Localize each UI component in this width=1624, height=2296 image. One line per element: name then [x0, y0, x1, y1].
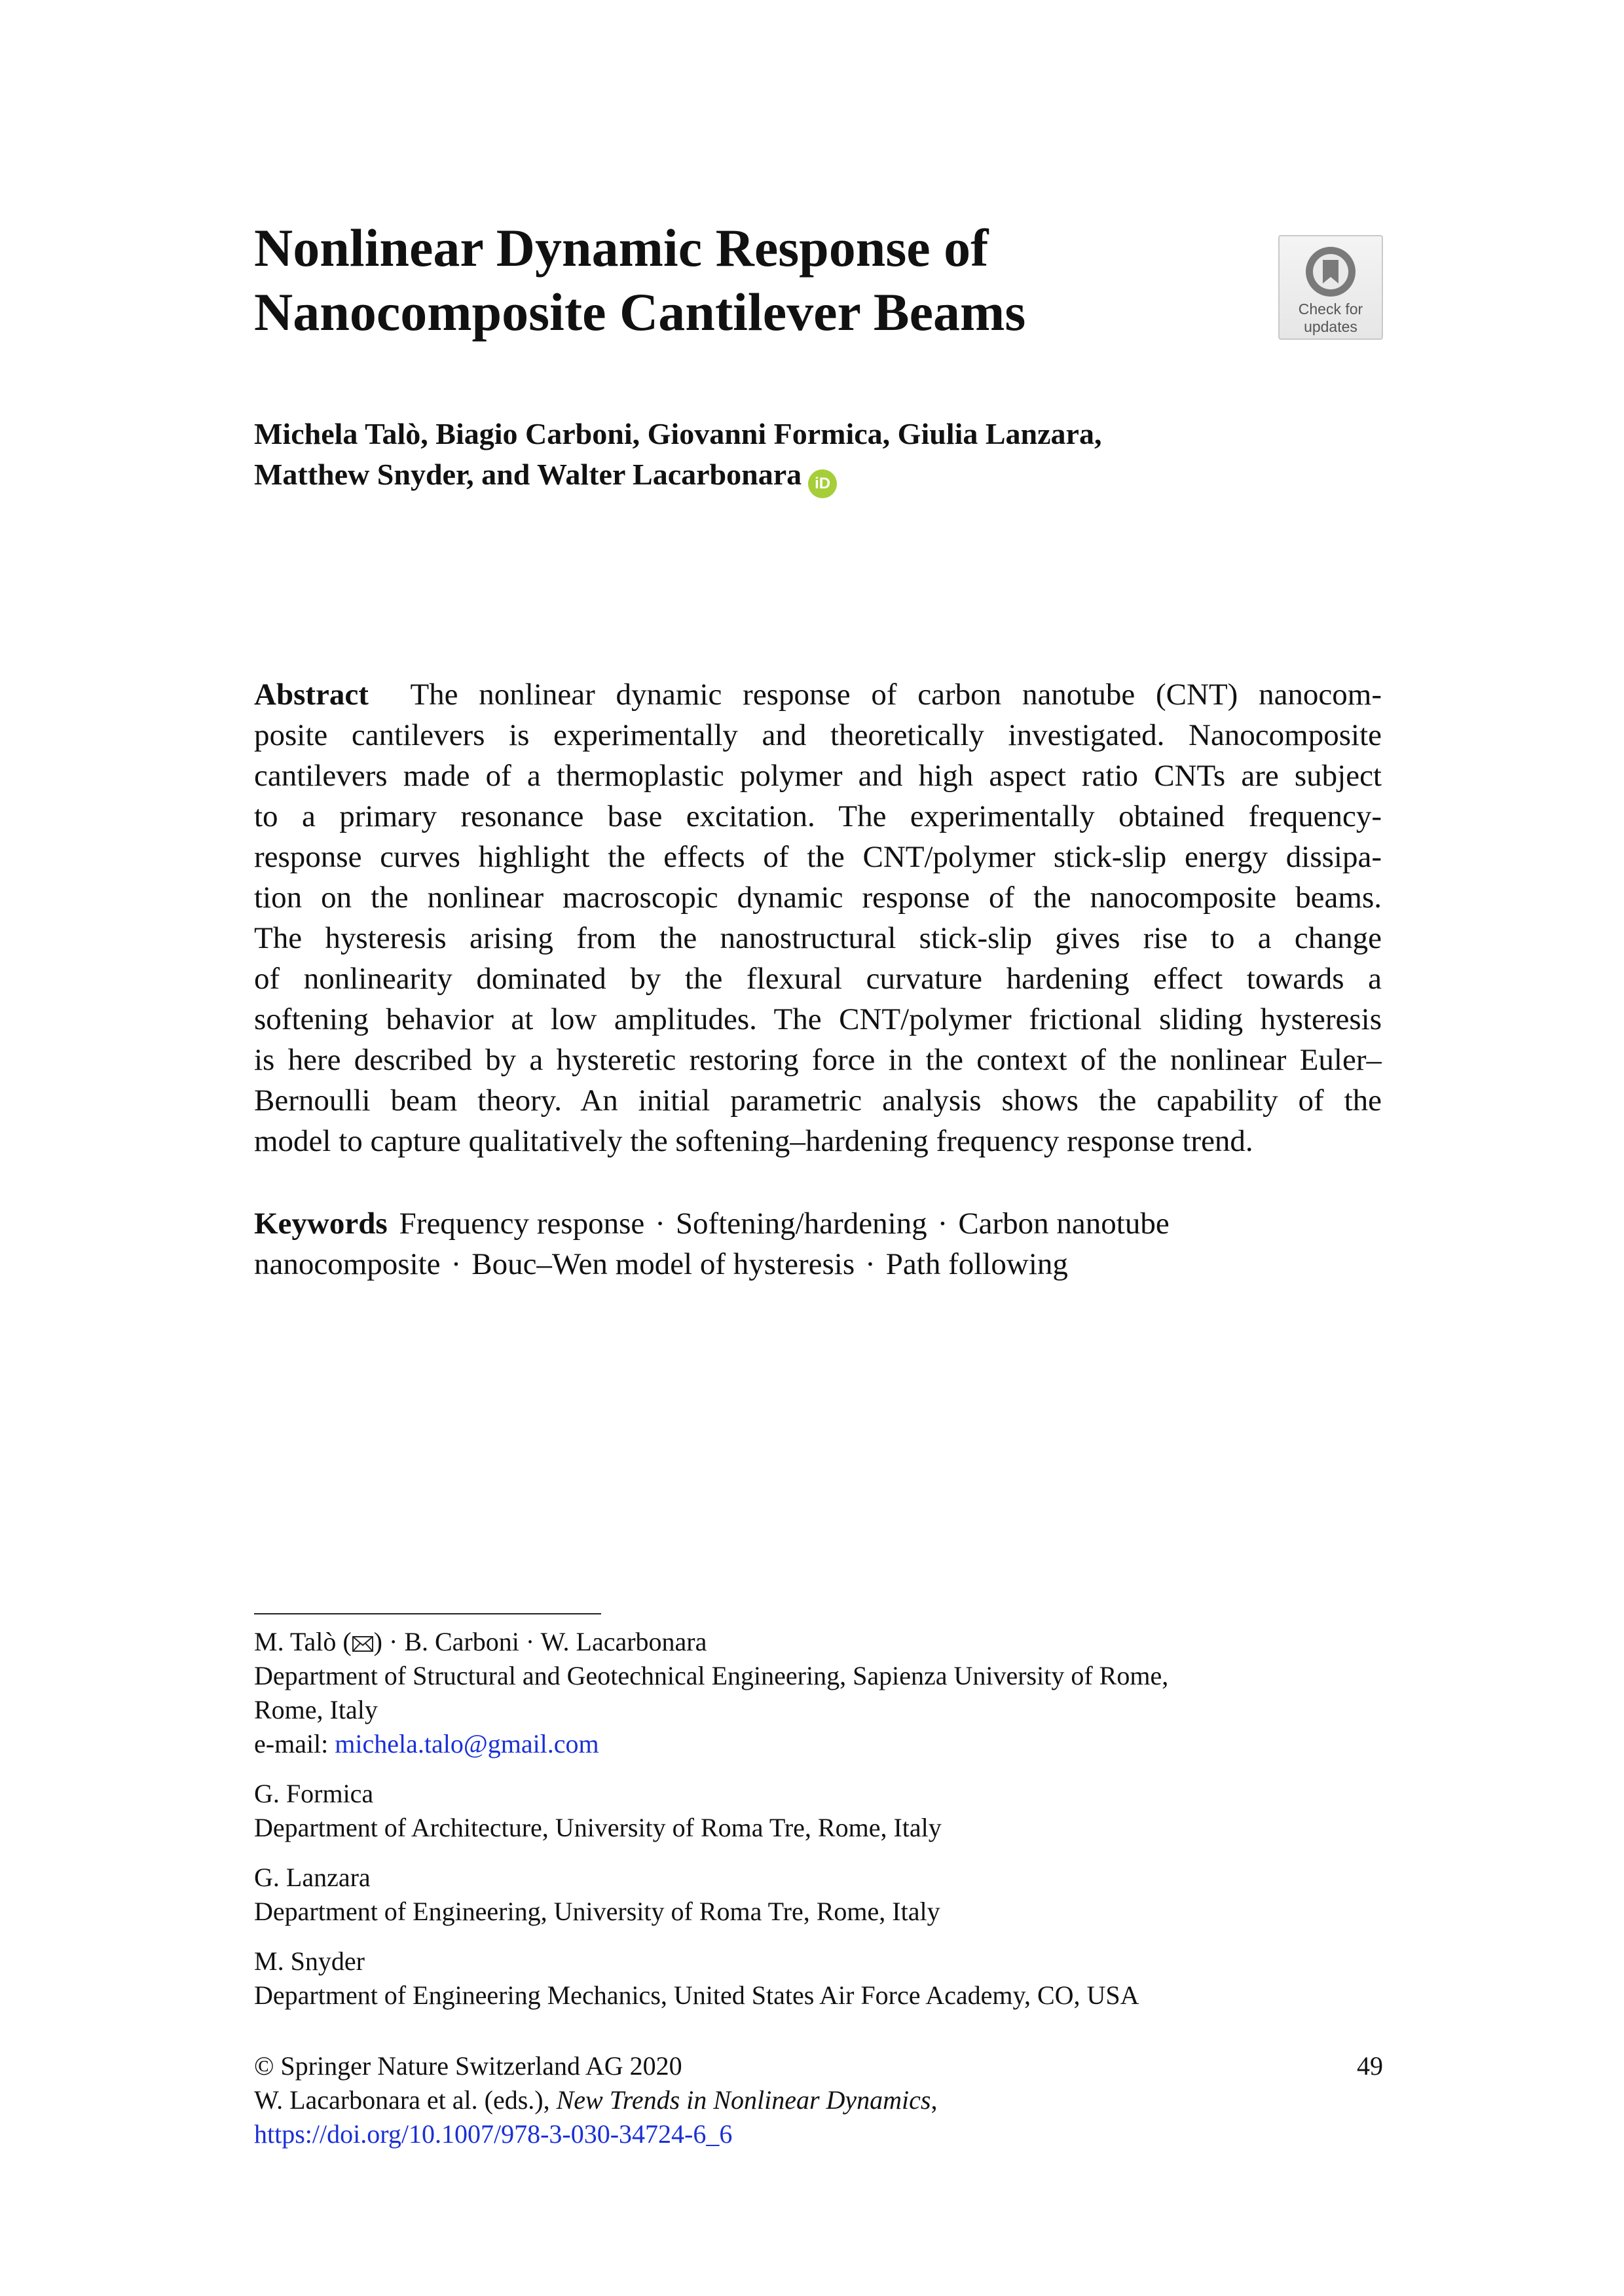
- check-for-updates-badge[interactable]: [1278, 235, 1383, 340]
- citation-line: [254, 2083, 1383, 2117]
- affiliation-name: ) · B. Carboni · W. Lacarbonara: [373, 1627, 707, 1656]
- keyword-separator: ·: [451, 1247, 462, 1281]
- keywords: [254, 1203, 1382, 1285]
- affiliation-department: Department of Structural and Geotechnical Engineering, Sapienza University of Rome,: [254, 1661, 1169, 1690]
- abstract-line: posite cantilevers is experimentally and theoretically investigated. Nanocomposite: [254, 718, 1382, 752]
- authors-line-2: [254, 454, 1407, 498]
- keyword-separator: ·: [937, 1207, 948, 1241]
- affiliation-department: Department of Engineering, University of Roma Tre, Rome, Italy: [254, 1897, 940, 1926]
- keyword: Softening/hardening: [675, 1207, 927, 1241]
- authors-line-2-text: Matthew Snyder, and Walter Lacarbonara: [254, 458, 802, 491]
- abstract-line: model to capture qualitatively the softening–hardening frequency response trend.: [254, 1124, 1253, 1158]
- keyword-separator: ·: [865, 1247, 876, 1281]
- affiliation-name: G. Lanzara: [254, 1863, 371, 1892]
- keyword: nanocomposite: [254, 1247, 441, 1281]
- email-link[interactable]: michela.talo@gmail.com: [335, 1729, 599, 1758]
- affiliation-department: Department of Architecture, University of Roma Tre, Rome, Italy: [254, 1813, 942, 1842]
- email-row: [254, 1727, 1407, 1761]
- book-title: New Trends in Nonlinear Dynamics: [556, 2085, 931, 2115]
- envelope-icon: [352, 1635, 374, 1653]
- affiliation-department: Department of Engineering Mechanics, United States Air Force Academy, CO, USA: [254, 1980, 1139, 2010]
- affiliation-block-3: [254, 1861, 1407, 1929]
- citation-editors: W. Lacarbonara et al. (eds.),: [254, 2085, 557, 2115]
- abstract-line: Bernoulli beam theory. An initial parametric analysis shows the capability of the: [254, 1084, 1382, 1118]
- abstract-line: [254, 674, 1382, 715]
- abstract-line: The hysteresis arising from the nanostructural stick-slip gives rise to a change: [254, 921, 1382, 955]
- check-for-updates-icon: [1303, 244, 1358, 299]
- abstract-label: Abstract: [254, 678, 369, 712]
- affiliation-block-2: [254, 1777, 1407, 1845]
- orcid-icon[interactable]: iD: [808, 469, 837, 498]
- page-number: 49: [1357, 2051, 1383, 2081]
- keyword: Path following: [885, 1247, 1068, 1281]
- affiliation-name: M. Snyder: [254, 1946, 365, 1976]
- affiliation-block-1: [254, 1625, 1407, 1761]
- author-list: [254, 414, 1407, 498]
- badge-label-2: updates: [1304, 318, 1357, 335]
- affiliation-name: M. Talò (: [254, 1627, 352, 1656]
- title-line-1: Nonlinear Dynamic Response of: [254, 218, 989, 278]
- affiliation-block-4: [254, 1944, 1407, 2013]
- abstract-line: softening behavior at low amplitudes. The CNT/polymer frictional sliding hysteresis: [254, 1002, 1382, 1036]
- citation-punct: ,: [931, 2085, 938, 2115]
- abstract: [254, 674, 1382, 1161]
- abstract-line: of nonlinearity dominated by the flexural curvature hardening effect towards a: [254, 962, 1382, 996]
- abstract-line: to a primary resonance base excitation. The experimentally obtained frequency-: [254, 799, 1382, 833]
- keyword: Carbon nanotube: [958, 1207, 1170, 1241]
- keywords-line-2: [254, 1244, 1382, 1285]
- keyword-separator: ·: [655, 1207, 665, 1241]
- footnote-divider: [254, 1613, 601, 1614]
- affiliation-name: G. Formica: [254, 1779, 374, 1808]
- keywords-label: Keywords: [254, 1207, 388, 1241]
- abstract-line: is here described by a hysteretic restoring force in the context of the nonlinear Euler–: [254, 1043, 1382, 1077]
- publication-footer: [254, 2049, 1383, 2151]
- badge-label-1: Check for: [1298, 301, 1363, 318]
- doi-link[interactable]: https://doi.org/10.1007/978-3-030-34724-6_6: [254, 2119, 733, 2149]
- copyright-line: © Springer Nature Switzerland AG 2020: [254, 2051, 682, 2081]
- email-label: e-mail:: [254, 1729, 335, 1758]
- title-line-2: Nanocomposite Cantilever Beams: [254, 282, 1026, 342]
- abstract-line: cantilevers made of a thermoplastic polymer and high aspect ratio CNTs are subject: [254, 759, 1382, 793]
- abstract-line: response curves highlight the effects of the CNT/polymer stick-slip energy dissipa-: [254, 840, 1382, 874]
- abstract-text: The nonlinear dynamic response of carbon nanotube (CNT) nanocom-: [410, 678, 1382, 712]
- keywords-line-1: [254, 1203, 1382, 1244]
- keyword: Frequency response: [399, 1207, 645, 1241]
- affiliations: [254, 1625, 1407, 2028]
- affiliation-names: [254, 1625, 1407, 1659]
- paper-title: [254, 216, 1236, 344]
- keyword: Bouc–Wen model of hysteresis: [471, 1247, 855, 1281]
- authors-line-1: Michela Talò, Biagio Carboni, Giovanni Formica, Giulia Lanzara,: [254, 417, 1102, 450]
- abstract-line: tion on the nonlinear macroscopic dynamic response of the nanocomposite beams.: [254, 881, 1382, 915]
- affiliation-location: Rome, Italy: [254, 1695, 378, 1724]
